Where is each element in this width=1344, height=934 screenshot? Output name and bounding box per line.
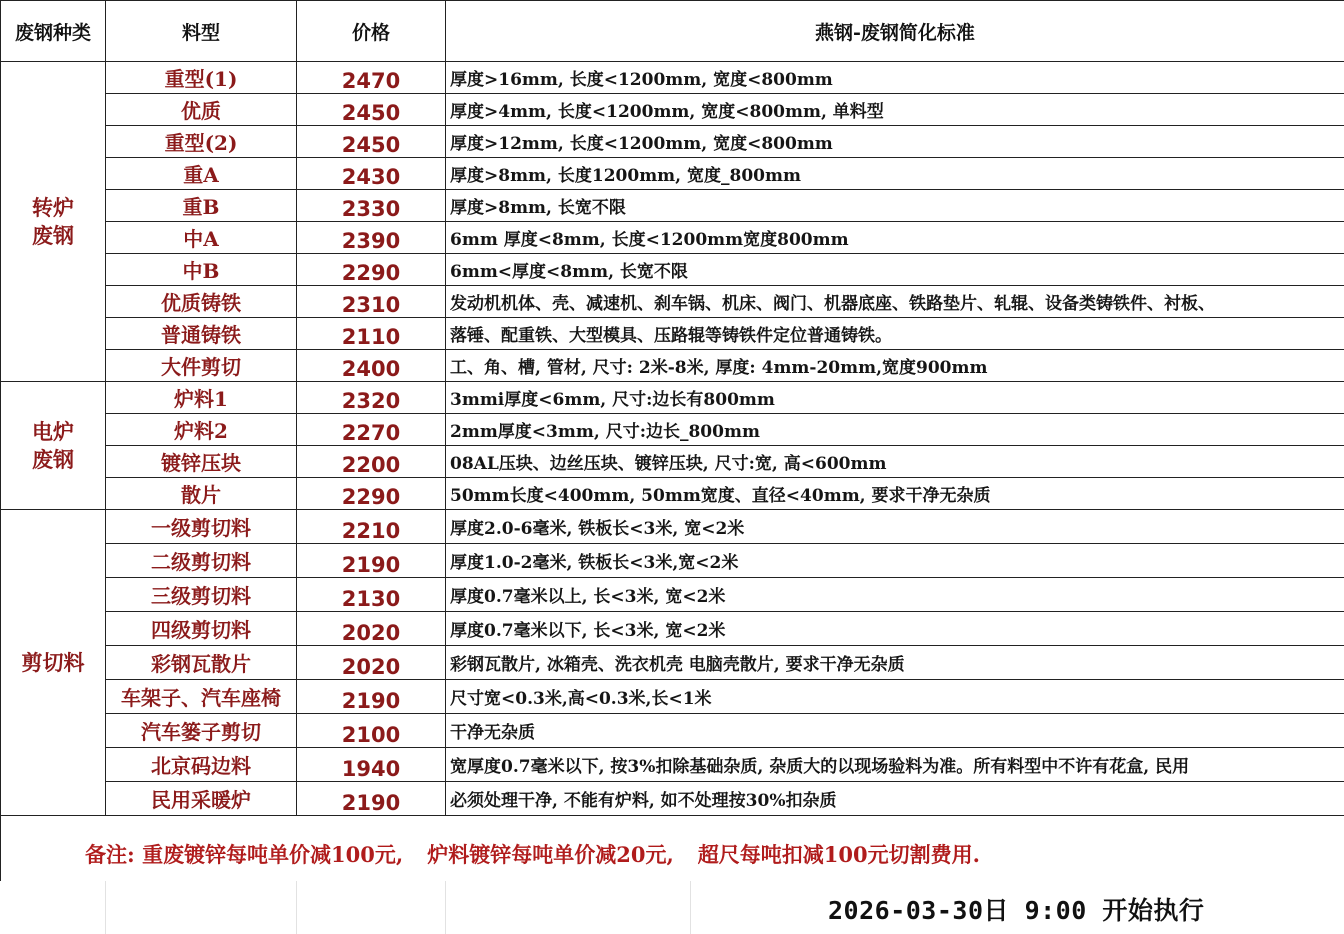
header-category: 废钢种类 xyxy=(1,1,106,62)
note-galvanized-charge: 炉料镀锌每吨单价减20元, xyxy=(427,842,674,867)
type-cell: 普通铸铁 xyxy=(106,318,297,350)
type-cell: 三级剪切料 xyxy=(106,578,297,612)
price-cell: 2130 xyxy=(297,578,446,612)
header-price: 价格 xyxy=(297,1,446,62)
table-row xyxy=(1,646,1344,680)
type-cell: 炉料1 xyxy=(106,382,297,414)
price-cell: 2110 xyxy=(297,318,446,350)
type-cell: 镀锌压块 xyxy=(106,446,297,478)
type-cell: 散片 xyxy=(106,478,297,510)
standard-cell: 厚度2.0-6毫米, 铁板长<3米, 宽<2米 xyxy=(446,510,1344,544)
standard-cell: 厚度0.7毫米以上, 长<3米, 宽<2米 xyxy=(446,578,1344,612)
standard-cell: 厚度>16mm, 长度<1200mm, 宽度<800mm xyxy=(446,62,1344,94)
price-cell: 2310 xyxy=(297,286,446,318)
grid-divider xyxy=(445,881,446,934)
type-cell: 重型(2) xyxy=(106,126,297,158)
type-cell: 二级剪切料 xyxy=(106,544,297,578)
type-cell: 北京码边料 xyxy=(106,748,297,782)
price-cell: 2190 xyxy=(297,782,446,816)
table-row xyxy=(1,578,1344,612)
standard-cell: 厚度>12mm, 长度<1200mm, 宽度<800mm xyxy=(446,126,1344,158)
table-row xyxy=(1,126,1344,158)
table-row xyxy=(1,782,1344,816)
standard-cell: 落锤、配重铁、大型模具、压路辊等铸铁件定位普通铸铁。 xyxy=(446,318,1344,350)
table-row xyxy=(1,510,1344,544)
note-galvanized-heavy: 备注: 重废镀锌每吨单价减100元, xyxy=(85,842,404,867)
table-row xyxy=(1,714,1344,748)
price-cell: 2020 xyxy=(297,612,446,646)
price-cell: 2290 xyxy=(297,254,446,286)
standard-cell: 6mm<厚度<8mm, 长宽不限 xyxy=(446,254,1344,286)
price-cell: 2210 xyxy=(297,510,446,544)
header-row xyxy=(1,1,1344,62)
grid-divider xyxy=(690,881,691,934)
price-cell: 2100 xyxy=(297,714,446,748)
price-cell: 2290 xyxy=(297,478,446,510)
price-cell: 1940 xyxy=(297,748,446,782)
price-cell: 2470 xyxy=(297,62,446,94)
price-cell: 2020 xyxy=(297,646,446,680)
table-row xyxy=(1,254,1344,286)
table-row xyxy=(1,286,1344,318)
standard-cell: 彩钢瓦散片, 冰箱壳、洗衣机壳 电脑壳散片, 要求干净无杂质 xyxy=(446,646,1344,680)
price-cell: 2190 xyxy=(297,680,446,714)
type-cell: 中B xyxy=(106,254,297,286)
table-body xyxy=(1,62,1344,816)
standard-cell: 工、角、槽, 管材, 尺寸: 2米-8米, 厚度: 4mm-20mm,宽度900mm xyxy=(446,350,1344,382)
type-cell: 重B xyxy=(106,190,297,222)
standard-cell: 6mm 厚度<8mm, 长度<1200mm宽度800mm xyxy=(446,222,1344,254)
table-row xyxy=(1,62,1344,94)
standard-cell: 必须处理干净, 不能有炉料, 如不处理按30%扣杂质 xyxy=(446,782,1344,816)
type-cell: 大件剪切 xyxy=(106,350,297,382)
price-cell: 2320 xyxy=(297,382,446,414)
price-cell: 2330 xyxy=(297,190,446,222)
type-cell: 优质铸铁 xyxy=(106,286,297,318)
table-row xyxy=(1,94,1344,126)
standard-cell: 厚度>8mm, 长度1200mm, 宽度_800mm xyxy=(446,158,1344,190)
type-cell: 中A xyxy=(106,222,297,254)
price-cell: 2430 xyxy=(297,158,446,190)
type-cell: 重型(1) xyxy=(106,62,297,94)
type-cell: 彩钢瓦散片 xyxy=(106,646,297,680)
table-row xyxy=(1,318,1344,350)
type-cell: 重A xyxy=(106,158,297,190)
price-cell: 2390 xyxy=(297,222,446,254)
table-row xyxy=(1,680,1344,714)
standard-cell: 厚度0.7毫米以下, 长<3米, 宽<2米 xyxy=(446,612,1344,646)
type-cell: 四级剪切料 xyxy=(106,612,297,646)
price-cell: 2200 xyxy=(297,446,446,478)
standard-cell: 干净无杂质 xyxy=(446,714,1344,748)
grid-divider xyxy=(105,881,106,934)
standard-cell: 3mmi厚度<6mm, 尺寸:边长有800mm xyxy=(446,382,1344,414)
footer xyxy=(0,881,1344,934)
standard-cell: 厚度>8mm, 长宽不限 xyxy=(446,190,1344,222)
price-cell: 2450 xyxy=(297,94,446,126)
note-oversize: 超尺每吨扣减100元切割费用. xyxy=(697,842,980,867)
category-cell: 剪切料 xyxy=(1,510,106,816)
header-standard: 燕钢-废钢简化标准 xyxy=(446,1,1344,62)
type-cell: 一级剪切料 xyxy=(106,510,297,544)
standard-cell: 发动机机体、壳、减速机、刹车锅、机床、阀门、机器底座、铁路垫片、轧辊、设备类铸铁件、衬板、 xyxy=(446,286,1344,318)
price-cell: 2400 xyxy=(297,350,446,382)
price-cell: 2270 xyxy=(297,414,446,446)
table-row xyxy=(1,382,1344,414)
table-row xyxy=(1,612,1344,646)
table-row xyxy=(1,478,1344,510)
standard-cell: 宽厚度0.7毫米以下, 按3%扣除基础杂质, 杂质大的以现场验料为准。所有料型中不许有花盒, 民用 xyxy=(446,748,1344,782)
header-type: 料型 xyxy=(106,1,297,62)
price-cell: 2190 xyxy=(297,544,446,578)
table-row xyxy=(1,446,1344,478)
standard-cell: 50mm长度<400mm, 50mm宽度、直径<40mm, 要求干净无杂质 xyxy=(446,478,1344,510)
table-row xyxy=(1,158,1344,190)
table-row xyxy=(1,350,1344,382)
type-cell: 炉料2 xyxy=(106,414,297,446)
type-cell: 民用采暖炉 xyxy=(106,782,297,816)
price-cell: 2450 xyxy=(297,126,446,158)
standard-cell: 尺寸宽<0.3米,高<0.3米,长<1米 xyxy=(446,680,1344,714)
type-cell: 汽车篓子剪切 xyxy=(106,714,297,748)
table-row xyxy=(1,748,1344,782)
grid-divider xyxy=(296,881,297,934)
type-cell: 优质 xyxy=(106,94,297,126)
effective-date: 2026-03-30日 9:00 开始执行 xyxy=(828,896,1205,925)
standard-cell: 厚度>4mm, 长度<1200mm, 宽度<800mm, 单料型 xyxy=(446,94,1344,126)
category-cell: 电炉 废钢 xyxy=(1,382,106,510)
standard-cell: 厚度1.0-2毫米, 铁板长<3米,宽<2米 xyxy=(446,544,1344,578)
category-cell: 转炉 废钢 xyxy=(1,62,106,382)
table-row xyxy=(1,222,1344,254)
standard-cell: 08AL压块、边丝压块、镀锌压块, 尺寸:宽, 高<600mm xyxy=(446,446,1344,478)
table-row xyxy=(1,190,1344,222)
table-row xyxy=(1,544,1344,578)
table-row xyxy=(1,414,1344,446)
standard-cell: 2mm厚度<3mm, 尺寸:边长_800mm xyxy=(446,414,1344,446)
type-cell: 车架子、汽车座椅 xyxy=(106,680,297,714)
